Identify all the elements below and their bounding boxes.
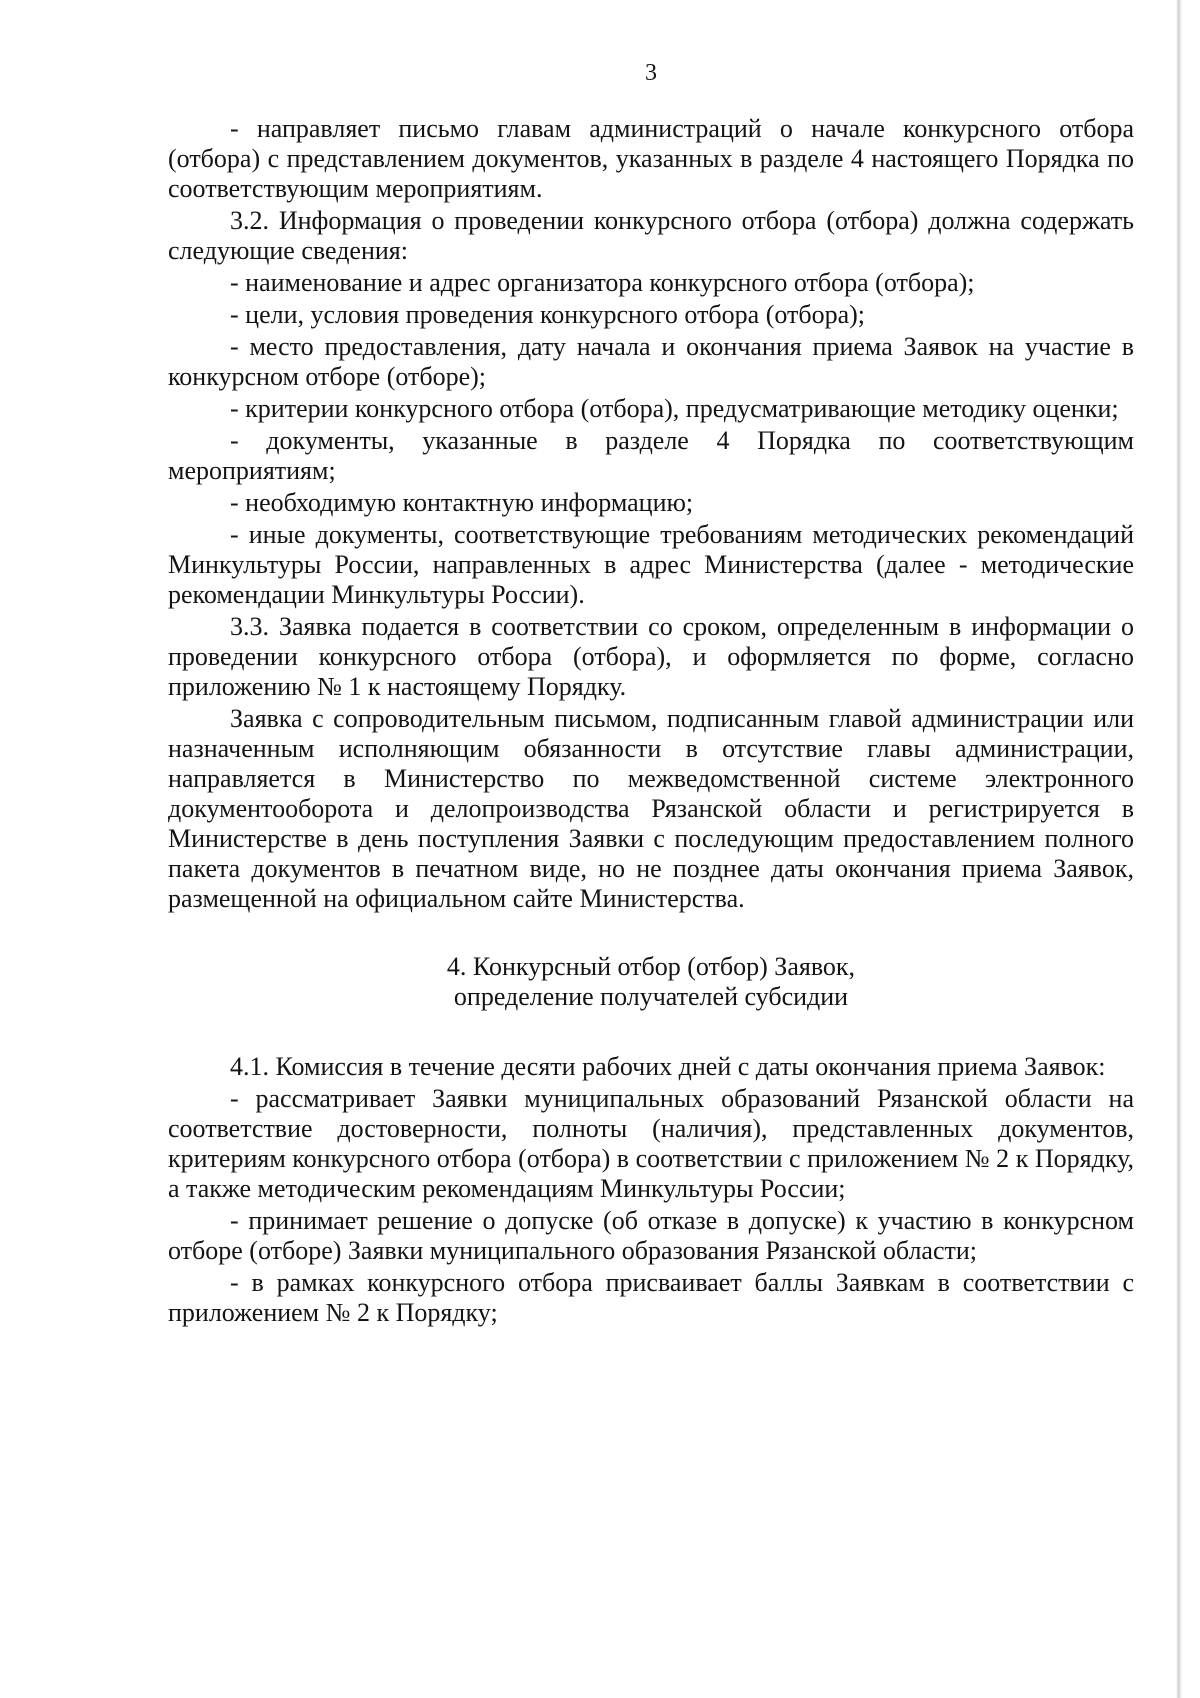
paragraph: - в рамках конкурсного отбора присваивает баллы Заявкам в соответствии с приложением № 2 к Порядку; xyxy=(168,1268,1134,1327)
section-heading-line2: определение получателей субсидии xyxy=(453,982,849,1011)
paragraph: - наименование и адрес организатора конкурсного отбора (отбора); xyxy=(230,268,975,297)
section-heading-line1: 4. Конкурсный отбор (отбор) Заявок, xyxy=(446,952,856,981)
paragraph: 3.2. Информация о проведении конкурсного отбора (отбора) должна содержать следующие сведения: xyxy=(168,206,1134,265)
section-3-body xyxy=(168,114,1134,914)
paragraph: Заявка с сопроводительным письмом, подписанным главой администрации или назначенным исполняющим обязанности в отсутствие главы администрации, направляется в Министерство по межведомственной системе электронного документооборота и делопроизводства Рязанской области и регистрируется в Министерстве в день поступления Заявки с последующим предоставлением полного пакета документов в печатном виде, но не позднее даты окончания приема Заявок, размещенной на официальном сайте Министерства. xyxy=(168,704,1134,913)
page-number: 3 xyxy=(645,60,657,86)
paragraph: 4.1. Комиссия в течение десяти рабочих дней с даты окончания приема Заявок: xyxy=(230,1052,1106,1081)
document-page xyxy=(168,58,1134,1330)
paragraph: - рассматривает Заявки муниципальных образований Рязанской области на соответствие достоверности, полноты (наличия), представленных документов, критериям конкурсного отбора (отбора) в соответствии с приложением № 2 к Порядку, а также методическим рекомендациям Минкультуры России; xyxy=(168,1084,1134,1203)
paragraph: - иные документы, соответствующие требованиям методических рекомендаций Минкультуры России, направленных в адрес Министерства (далее - методические рекомендации Минкультуры России). xyxy=(168,520,1134,609)
paragraph: 3.3. Заявка подается в соответствии со сроком, определенным в информации о проведении конкурсного отбора (отбора), и оформляется по форме, согласно приложению № 1 к настоящему Порядку. xyxy=(168,612,1134,701)
section-heading xyxy=(168,952,1134,1012)
section-4-body xyxy=(168,1052,1134,1328)
paragraph: - документы, указанные в разделе 4 Порядка по соответствующим мероприятиям; xyxy=(168,426,1134,485)
paragraph: - место предоставления, дату начала и окончания приема Заявок на участие в конкурсном отборе (отборе); xyxy=(168,332,1134,391)
paragraph: - направляет письмо главам администраций о начале конкурсного отбора (отбора) с представлением документов, указанных в разделе 4 настоящего Порядка по соответствующим мероприятиям. xyxy=(168,114,1134,203)
scan-page-edge xyxy=(1176,0,1182,1698)
paragraph: - необходимую контактную информацию; xyxy=(230,488,694,517)
paragraph: - принимает решение о допуске (об отказе в допуске) к участию в конкурсном отборе (отборе) Заявки муниципального образования Рязанской области; xyxy=(168,1206,1134,1265)
paragraph: - цели, условия проведения конкурсного отбора (отбора); xyxy=(230,300,866,329)
paragraph: - критерии конкурсного отбора (отбора), предусматривающие методику оценки; xyxy=(230,394,1119,423)
